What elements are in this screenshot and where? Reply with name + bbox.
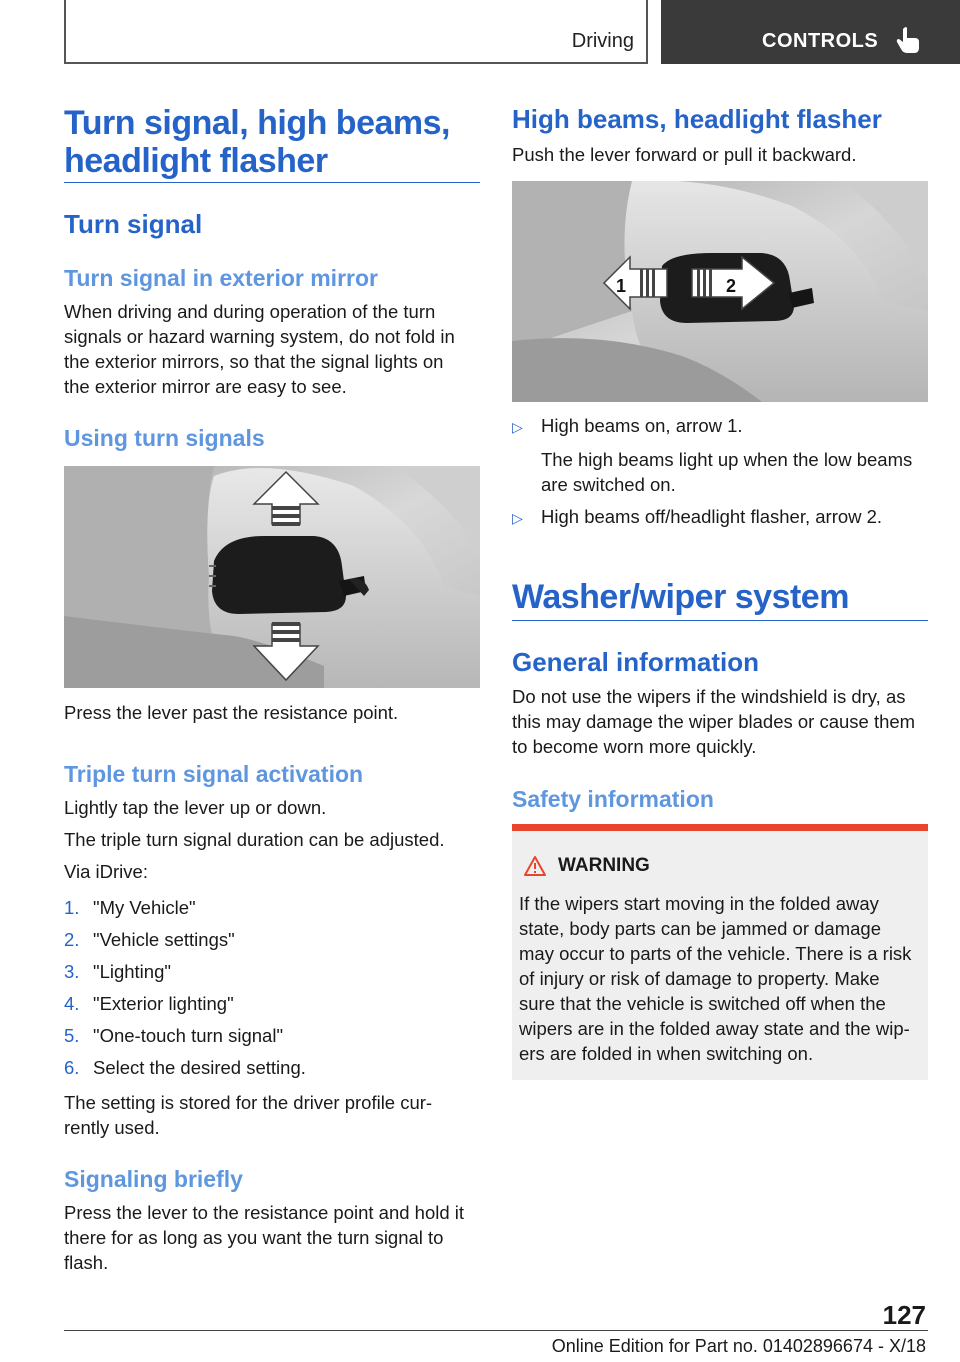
- step-number: 1.: [64, 897, 80, 918]
- list-item: [64, 993, 484, 1025]
- step-text: Select the desired setting.: [93, 1057, 306, 1078]
- page-title-line1: Turn signal, high beams,: [64, 104, 450, 142]
- list-item: [64, 1025, 484, 1057]
- text-line: If the wipers start moving in the folded away: [519, 893, 879, 914]
- text-line: ers are folded in when switching on.: [519, 1043, 814, 1064]
- header-section-label: Driving: [571, 30, 634, 52]
- text-line: the exterior mirror are easy to see.: [64, 376, 347, 397]
- text-line: to become worn more quickly.: [512, 736, 757, 757]
- washer-wiper-heading: Washer/wiper system: [512, 578, 849, 616]
- text-line: there for as long as you want the turn signal to: [64, 1227, 444, 1248]
- warning-box: [512, 824, 928, 1080]
- signaling-heading: Signaling briefly: [64, 1166, 243, 1192]
- text-line: The high beams light up when the low beams: [541, 449, 913, 470]
- title-rule: [64, 182, 480, 183]
- arrow-2-label: 2: [726, 276, 737, 296]
- text-line: Press the lever to the resistance point and hold it: [64, 1202, 465, 1223]
- step-number: 3.: [64, 961, 80, 982]
- list-item: [512, 415, 932, 447]
- safety-info-heading: Safety information: [512, 786, 714, 812]
- triangle-bullet-icon: ▷: [512, 510, 523, 526]
- step-text: "Exterior lighting": [93, 993, 234, 1014]
- pointing-hand-icon: [895, 26, 921, 54]
- step-number: 4.: [64, 993, 80, 1014]
- triangle-bullet-icon: ▷: [512, 419, 523, 435]
- text-line: flash.: [64, 1252, 109, 1273]
- step-text: "One-touch turn signal": [93, 1025, 284, 1046]
- general-info-text: [512, 684, 932, 759]
- text-line: sure that the vehicle is switched off when the: [519, 993, 886, 1014]
- footer-rule: [64, 1330, 928, 1331]
- page-number: 127: [882, 1300, 926, 1330]
- list-item: [512, 506, 932, 538]
- text-line: When driving and during operation of the turn: [64, 301, 436, 322]
- text-line: this may damage the wiper blades or cause them: [512, 711, 916, 732]
- signaling-text: [64, 1200, 484, 1275]
- warning-label: WARNING: [558, 855, 650, 876]
- text-line: wipers are in the folded away state and the wip-: [519, 1018, 910, 1039]
- triple-text-2: The triple turn signal duration can be adjusted.: [64, 829, 445, 850]
- header-frame: [64, 0, 648, 64]
- bullet-text: High beams on, arrow 1.: [541, 415, 743, 436]
- step-text: "Lighting": [93, 961, 171, 982]
- high-beams-heading: High beams, headlight flasher: [512, 104, 882, 134]
- warning-text: [519, 891, 929, 1066]
- triple-text-3: Via iDrive:: [64, 861, 148, 882]
- step-text: "My Vehicle": [93, 897, 196, 918]
- triple-heading: Triple turn signal activation: [64, 761, 364, 787]
- triple-text-1: Lightly tap the lever up or down.: [64, 797, 327, 818]
- high-beams-text: Push the lever forward or pull it backward.: [512, 144, 857, 165]
- text-line: of injury or risk of damage to property. Make: [519, 968, 880, 989]
- bullet-subtext: [512, 447, 932, 497]
- bullet-text: High beams off/headlight flasher, arrow 2.: [541, 506, 883, 527]
- text-line: state, body parts can be jammed or damage: [519, 918, 881, 939]
- text-line: may occur to parts of the vehicle. There is a risk: [519, 943, 912, 964]
- text-line: rently used.: [64, 1117, 160, 1138]
- list-item: [64, 929, 484, 961]
- text-line: the exterior mirrors, so that the signal lights on: [64, 351, 444, 372]
- washer-rule: [512, 620, 928, 621]
- warning-triangle-icon: [523, 855, 547, 877]
- header-chapter-label: CONTROLS: [762, 30, 879, 52]
- page-title-line2: headlight flasher: [64, 142, 328, 180]
- idrive-steps-list: [64, 897, 484, 1089]
- high-beams-lever-figure: [512, 181, 928, 402]
- list-item: [64, 897, 484, 929]
- text-line: signals or hazard warning system, do not fold in: [64, 326, 455, 347]
- step-number: 2.: [64, 929, 80, 950]
- turn-signal-heading: Turn signal: [64, 209, 203, 239]
- text-line: are switched on.: [541, 474, 676, 495]
- mirror-heading: Turn signal in exterior mirror: [64, 265, 378, 291]
- page-title: [64, 104, 450, 180]
- footer-edition: Online Edition for Part no. 01402896674 - X/18: [551, 1336, 926, 1356]
- turn-signal-lever-figure: [64, 466, 480, 688]
- arrow-1-label: 1: [616, 276, 627, 296]
- stored-text: [64, 1090, 432, 1140]
- mirror-text: [64, 299, 484, 399]
- text-line: Do not use the wipers if the windshield is dry, as: [512, 686, 906, 707]
- step-text: "Vehicle settings": [93, 929, 235, 950]
- step-number: 5.: [64, 1025, 80, 1046]
- list-item: [64, 1057, 484, 1089]
- list-item: [64, 961, 484, 993]
- text-line: The setting is stored for the driver profile cur-: [64, 1092, 433, 1113]
- using-turn-signals-heading: Using turn signals: [64, 425, 265, 451]
- step-number: 6.: [64, 1057, 80, 1078]
- high-beams-bullets: [512, 415, 932, 538]
- press-text: Press the lever past the resistance point.: [64, 702, 399, 723]
- general-info-heading: General information: [512, 647, 760, 677]
